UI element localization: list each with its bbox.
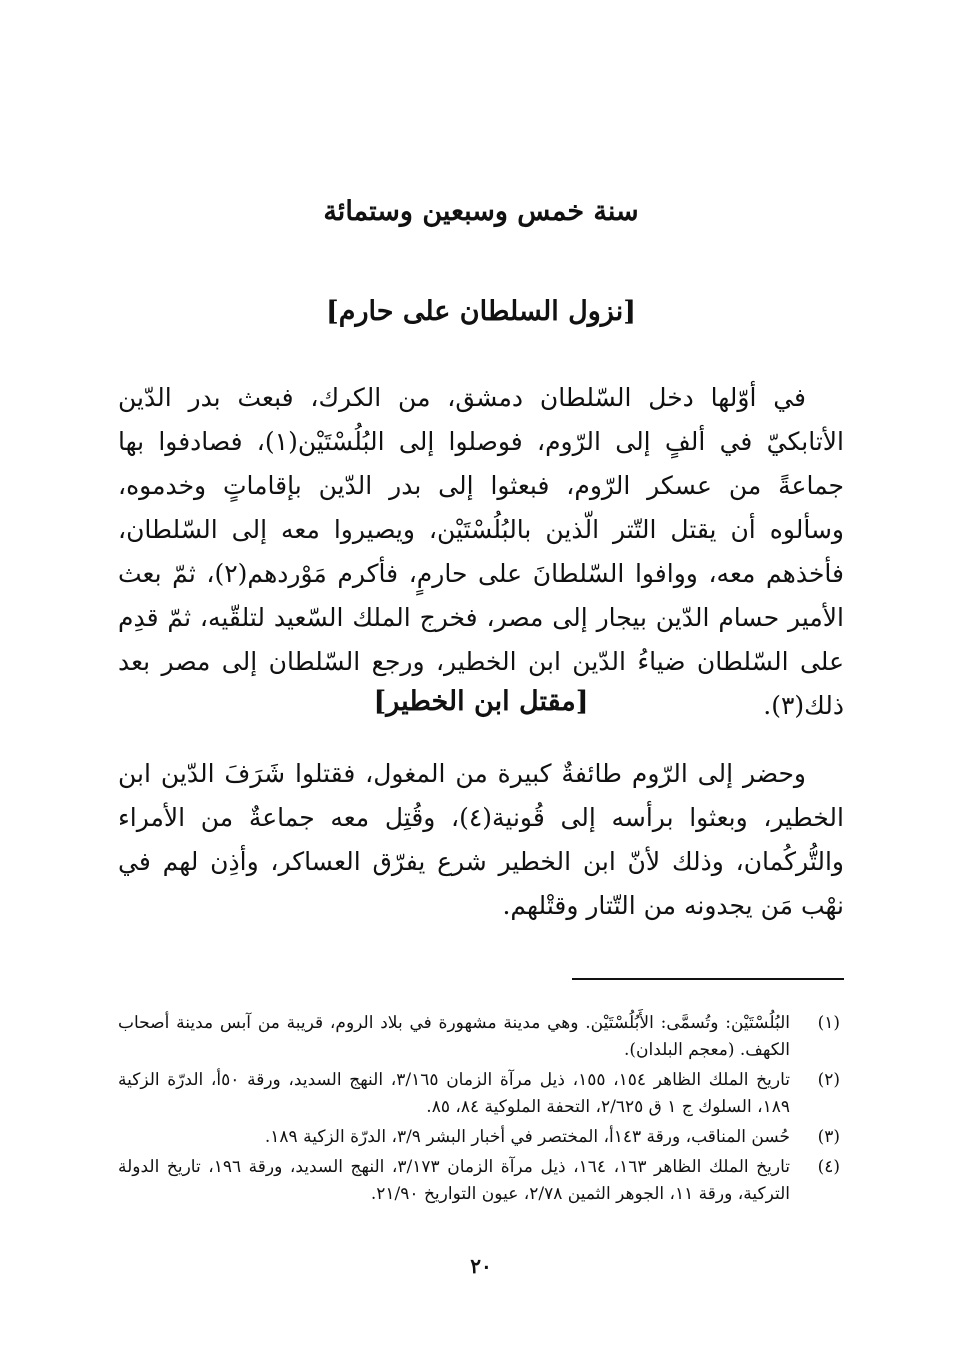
year-title: سنة خمس وسبعين وستمائة bbox=[323, 196, 639, 227]
footnote-separator bbox=[572, 978, 844, 980]
section-heading-sultan-at-harim: [نزول السلطان على حارم] bbox=[326, 296, 636, 327]
footnote-item bbox=[118, 1124, 844, 1151]
footnote-number: (١) bbox=[817, 1013, 840, 1033]
footnote-text: تاريخ الملك الظاهر ١٦٣، ١٦٤، ذيل مرآة الزمان ٣/١٧٣، النهج السديد، ورقة ١٩٦، تاريخ الدولة التركية، ورقة ١١، الجوهر الثمين ٢/٧٨، عيون التواريخ ٢١/٩٠. bbox=[118, 1157, 790, 1204]
document-page bbox=[118, 0, 844, 1372]
footnotes-list bbox=[118, 1010, 844, 1211]
footnote-number: (٤) bbox=[817, 1157, 840, 1177]
footnote-text: تاريخ الملك الظاهر ١٥٤، ١٥٥، ذيل مرآة الزمان ٣/١٦٥، النهج السديد، ورقة ٥٠أ، الدرّة الزكية ١٨٩، السلوك ج ١ ق ٢/٦٢٥، التحفة الملوكية ٨٤، ٨٥. bbox=[118, 1070, 790, 1117]
section-heading-ibn-al-khatir: [مقتل ابن الخطير] bbox=[373, 686, 589, 717]
footnote-item bbox=[118, 1067, 844, 1121]
footnote-text: البُلُسْتَيْن: وتُسمَّى: الأَبُلُسْتَيْن. وهي مدينة مشهورة في بلاد الروم، قريبة من آبس مدينة أصحاب الكهف. (معجم البلدان). bbox=[118, 1013, 790, 1060]
footnote-number: (٢) bbox=[817, 1070, 840, 1090]
footnote-number: (٣) bbox=[817, 1127, 840, 1147]
footnote-item bbox=[118, 1154, 844, 1208]
footnote-text: حُسن المناقب، ورقة ١٤٣أ، المختصر في أخبار البشر ٣/٩، الدرّة الزكية ١٨٩. bbox=[264, 1127, 790, 1147]
paragraph-sultan-at-harim: في أوّلها دخل السّلطان دمشق، من الكرك، فبعث بدر الدّين الأتابكيّ في ألفٍ إلى الرّوم، فوصلوا إلى البُلُسْتَيْن(١)، فصادفوا بها جماعةً من عسكر الرّوم، فبعثوا إلى بدر الدّين بإقاماتٍ وخدموه، وسألوه أن يقتل التّتر الّذين بالبُلُسْتَيْن، ويصيروا معه إلى السّلطان، فأخذهم معه، ووافوا السّلطانَ على حارمٍ، فأكرم مَوْردهم(٢)، ثمّ بعث الأمير حسام الدّين بيجار إلى مصر، فخرج الملك السّعيد لتلقّيه، ثمّ قدِم على السّلطان ضياءُ الدّين ابن الخطير، ورجع السّلطان إلى مصر بعد ذلك(٣). bbox=[118, 383, 844, 720]
footnote-item bbox=[118, 1010, 844, 1064]
page-number: ٢٠ bbox=[470, 1254, 492, 1278]
paragraph-ibn-al-khatir: وحضر إلى الرّوم طائفةٌ كبيرة من المغول، فقتلوا شَرَفَ الدّين ابن الخطير، وبعثوا برأسه إلى قُونية(٤)، وقُتِل معه جماعةٌ من الأمراء والتُّركُمان، وذلك لأنّ ابن الخطير شرع يفرّق العساكر، وأذِن لهم في نهْب مَن يجدونه من التّتار وقتْلهم. bbox=[118, 759, 844, 920]
